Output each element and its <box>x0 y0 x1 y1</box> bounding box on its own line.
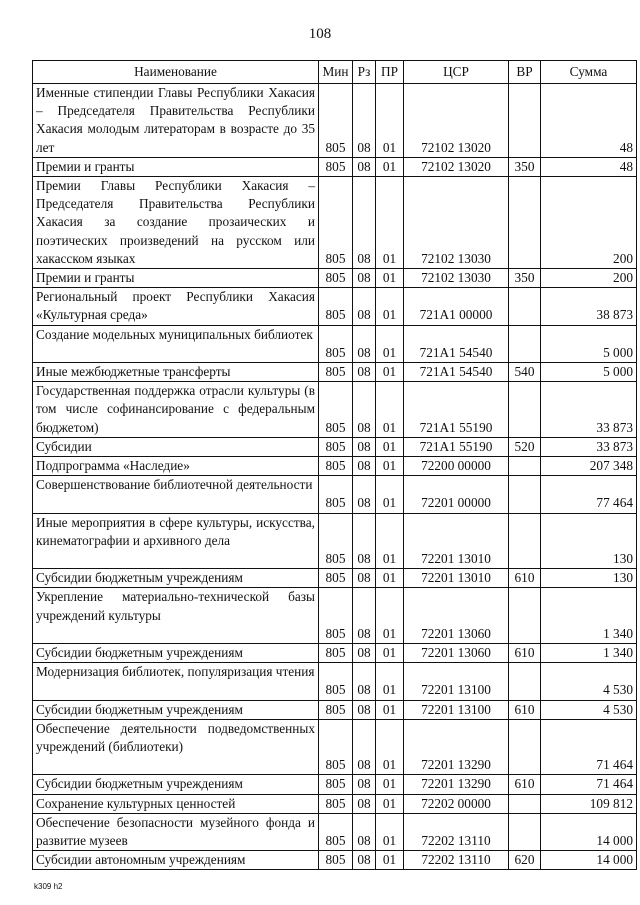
row-pr-cell: 01 <box>376 513 404 569</box>
row-pr-cell: 01 <box>376 177 404 269</box>
row-min-cell: 805 <box>319 457 353 476</box>
row-vr-cell <box>509 513 541 569</box>
row-name-cell: Обеспечение деятельности подведомственных учреждений (библиотеки) <box>33 719 319 775</box>
row-csr-cell: 721A1 55190 <box>404 437 509 456</box>
table-row <box>33 457 637 476</box>
row-pr-cell: 01 <box>376 157 404 176</box>
table-row <box>33 569 637 588</box>
table-row <box>33 851 637 870</box>
row-name-cell: Модернизация библиотек, популяризация чтения <box>33 663 319 700</box>
row-name-cell: Подпрограмма «Наследие» <box>33 457 319 476</box>
row-vr-cell <box>509 476 541 513</box>
row-min-cell: 805 <box>319 794 353 813</box>
row-pr-cell: 01 <box>376 569 404 588</box>
row-vr-cell <box>509 325 541 362</box>
row-vr-cell <box>509 177 541 269</box>
row-csr-cell: 72201 13100 <box>404 663 509 700</box>
row-rz-cell: 08 <box>353 157 376 176</box>
row-name-cell: Региональный проект Республики Хакасия «Культурная среда» <box>33 288 319 325</box>
row-vr-cell: 350 <box>509 269 541 288</box>
row-sum-cell: 38 873 <box>541 288 637 325</box>
table-row <box>33 84 637 158</box>
row-vr-cell <box>509 382 541 438</box>
row-min-cell: 805 <box>319 569 353 588</box>
row-rz-cell: 08 <box>353 363 376 382</box>
row-min-cell: 805 <box>319 269 353 288</box>
row-rz-cell: 08 <box>353 177 376 269</box>
row-sum-cell: 71 464 <box>541 719 637 775</box>
table-row <box>33 177 637 269</box>
row-sum-cell: 207 348 <box>541 457 637 476</box>
row-csr-cell: 72201 13060 <box>404 644 509 663</box>
row-sum-cell: 14 000 <box>541 851 637 870</box>
row-pr-cell: 01 <box>376 363 404 382</box>
row-sum-cell: 48 <box>541 157 637 176</box>
header-name: Наименование <box>33 61 319 84</box>
row-vr-cell: 350 <box>509 157 541 176</box>
row-name-cell: Субсидии бюджетным учреждениям <box>33 644 319 663</box>
row-name-cell: Субсидии автономным учреждениям <box>33 851 319 870</box>
row-vr-cell: 610 <box>509 775 541 794</box>
row-vr-cell <box>509 794 541 813</box>
row-name-cell: Иные мероприятия в сфере культуры, искусства, кинематографии и архивного дела <box>33 513 319 569</box>
row-pr-cell: 01 <box>376 663 404 700</box>
row-min-cell: 805 <box>319 813 353 850</box>
footer-code: k309 h2 <box>34 882 63 891</box>
row-name-cell: Совершенствование библиотечной деятельности <box>33 476 319 513</box>
row-csr-cell: 72201 00000 <box>404 476 509 513</box>
row-name-cell: Обеспечение безопасности музейного фонда и развитие музеев <box>33 813 319 850</box>
row-vr-cell <box>509 663 541 700</box>
row-name-cell: Иные межбюджетные трансферты <box>33 363 319 382</box>
row-pr-cell: 01 <box>376 700 404 719</box>
row-min-cell: 805 <box>319 476 353 513</box>
row-rz-cell: 08 <box>353 794 376 813</box>
row-csr-cell: 72200 00000 <box>404 457 509 476</box>
row-csr-cell: 72201 13290 <box>404 775 509 794</box>
row-sum-cell: 33 873 <box>541 382 637 438</box>
row-name-cell: Субсидии бюджетным учреждениям <box>33 700 319 719</box>
table-row <box>33 382 637 438</box>
row-name-cell: Субсидии <box>33 437 319 456</box>
row-vr-cell: 610 <box>509 644 541 663</box>
row-min-cell: 805 <box>319 437 353 456</box>
row-min-cell: 805 <box>319 177 353 269</box>
row-vr-cell <box>509 719 541 775</box>
row-pr-cell: 01 <box>376 813 404 850</box>
table-body <box>33 84 637 870</box>
row-sum-cell: 200 <box>541 177 637 269</box>
row-rz-cell: 08 <box>353 569 376 588</box>
table-row <box>33 663 637 700</box>
row-name-cell: Создание модельных муниципальных библиотек <box>33 325 319 362</box>
row-rz-cell: 08 <box>353 775 376 794</box>
row-name-cell: Сохранение культурных ценностей <box>33 794 319 813</box>
row-sum-cell: 130 <box>541 569 637 588</box>
row-min-cell: 805 <box>319 325 353 362</box>
row-sum-cell: 200 <box>541 269 637 288</box>
row-csr-cell: 721A1 54540 <box>404 325 509 362</box>
row-sum-cell: 4 530 <box>541 700 637 719</box>
row-csr-cell: 72102 13020 <box>404 84 509 158</box>
row-min-cell: 805 <box>319 157 353 176</box>
table-row <box>33 644 637 663</box>
row-name-cell: Субсидии бюджетным учреждениям <box>33 775 319 794</box>
row-pr-cell: 01 <box>376 437 404 456</box>
row-vr-cell <box>509 813 541 850</box>
row-sum-cell: 71 464 <box>541 775 637 794</box>
row-name-cell: Укрепление материально-технической базы учреждений культуры <box>33 588 319 644</box>
row-rz-cell: 08 <box>353 476 376 513</box>
header-min: Мин <box>319 61 353 84</box>
row-sum-cell: 109 812 <box>541 794 637 813</box>
table-row <box>33 719 637 775</box>
row-pr-cell: 01 <box>376 794 404 813</box>
table-row <box>33 288 637 325</box>
row-rz-cell: 08 <box>353 588 376 644</box>
row-min-cell: 805 <box>319 588 353 644</box>
row-csr-cell: 72102 13030 <box>404 269 509 288</box>
row-vr-cell: 610 <box>509 569 541 588</box>
row-min-cell: 805 <box>319 644 353 663</box>
row-csr-cell: 72201 13060 <box>404 588 509 644</box>
row-rz-cell: 08 <box>353 457 376 476</box>
row-rz-cell: 08 <box>353 644 376 663</box>
row-sum-cell: 48 <box>541 84 637 158</box>
header-csr: ЦСР <box>404 61 509 84</box>
row-vr-cell: 620 <box>509 851 541 870</box>
row-vr-cell <box>509 84 541 158</box>
row-pr-cell: 01 <box>376 269 404 288</box>
row-csr-cell: 721A1 55190 <box>404 382 509 438</box>
row-csr-cell: 72201 13290 <box>404 719 509 775</box>
row-pr-cell: 01 <box>376 457 404 476</box>
row-name-cell: Государственная поддержка отрасли культуры (в том числе софинансирование с федеральным бюджетом) <box>33 382 319 438</box>
row-rz-cell: 08 <box>353 813 376 850</box>
row-pr-cell: 01 <box>376 476 404 513</box>
row-min-cell: 805 <box>319 719 353 775</box>
table-row <box>33 269 637 288</box>
row-name-cell: Субсидии бюджетным учреждениям <box>33 569 319 588</box>
row-min-cell: 805 <box>319 84 353 158</box>
row-vr-cell <box>509 288 541 325</box>
table-row <box>33 588 637 644</box>
row-csr-cell: 721A1 00000 <box>404 288 509 325</box>
row-csr-cell: 72202 13110 <box>404 813 509 850</box>
row-pr-cell: 01 <box>376 588 404 644</box>
table-row <box>33 437 637 456</box>
row-csr-cell: 72102 13030 <box>404 177 509 269</box>
table-row <box>33 325 637 362</box>
row-vr-cell: 610 <box>509 700 541 719</box>
header-vr: ВР <box>509 61 541 84</box>
row-pr-cell: 01 <box>376 851 404 870</box>
row-min-cell: 805 <box>319 775 353 794</box>
table-row <box>33 363 637 382</box>
table-row <box>33 813 637 850</box>
header-pr: ПР <box>376 61 404 84</box>
row-sum-cell: 1 340 <box>541 588 637 644</box>
row-name-cell: Премии и гранты <box>33 157 319 176</box>
row-sum-cell: 14 000 <box>541 813 637 850</box>
row-min-cell: 805 <box>319 288 353 325</box>
row-sum-cell: 77 464 <box>541 476 637 513</box>
table-header-row <box>33 61 637 84</box>
row-csr-cell: 72201 13100 <box>404 700 509 719</box>
row-pr-cell: 01 <box>376 644 404 663</box>
row-vr-cell: 520 <box>509 437 541 456</box>
row-rz-cell: 08 <box>353 700 376 719</box>
row-sum-cell: 5 000 <box>541 325 637 362</box>
row-csr-cell: 72202 00000 <box>404 794 509 813</box>
row-min-cell: 805 <box>319 700 353 719</box>
row-min-cell: 805 <box>319 382 353 438</box>
row-rz-cell: 08 <box>353 269 376 288</box>
page-number: 108 <box>308 26 332 42</box>
row-vr-cell <box>509 588 541 644</box>
row-csr-cell: 72202 13110 <box>404 851 509 870</box>
table-row <box>33 700 637 719</box>
row-min-cell: 805 <box>319 363 353 382</box>
table-row <box>33 476 637 513</box>
row-rz-cell: 08 <box>353 437 376 456</box>
row-csr-cell: 721A1 54540 <box>404 363 509 382</box>
row-rz-cell: 08 <box>353 325 376 362</box>
row-rz-cell: 08 <box>353 288 376 325</box>
row-name-cell: Премии и гранты <box>33 269 319 288</box>
row-min-cell: 805 <box>319 663 353 700</box>
row-rz-cell: 08 <box>353 663 376 700</box>
row-rz-cell: 08 <box>353 851 376 870</box>
header-sum: Сумма <box>541 61 637 84</box>
row-sum-cell: 33 873 <box>541 437 637 456</box>
header-rz: Рз <box>353 61 376 84</box>
row-min-cell: 805 <box>319 851 353 870</box>
row-pr-cell: 01 <box>376 775 404 794</box>
row-csr-cell: 72201 13010 <box>404 569 509 588</box>
row-sum-cell: 1 340 <box>541 644 637 663</box>
row-rz-cell: 08 <box>353 382 376 438</box>
row-pr-cell: 01 <box>376 84 404 158</box>
row-pr-cell: 01 <box>376 719 404 775</box>
row-name-cell: Именные стипендии Главы Республики Хакасия – Председателя Правительства Республики Хакасия молодым литераторам в возрасте до 35 лет <box>33 84 319 158</box>
table-row <box>33 794 637 813</box>
row-rz-cell: 08 <box>353 719 376 775</box>
table-row <box>33 157 637 176</box>
row-pr-cell: 01 <box>376 382 404 438</box>
row-rz-cell: 08 <box>353 513 376 569</box>
row-vr-cell <box>509 457 541 476</box>
row-name-cell: Премии Главы Республики Хакасия – Председателя Правительства Республики Хакасия за создание прозаических и поэтических произведений на русском или хакасском языках <box>33 177 319 269</box>
row-min-cell: 805 <box>319 513 353 569</box>
row-rz-cell: 08 <box>353 84 376 158</box>
row-pr-cell: 01 <box>376 288 404 325</box>
table-row <box>33 775 637 794</box>
row-sum-cell: 5 000 <box>541 363 637 382</box>
row-sum-cell: 130 <box>541 513 637 569</box>
row-pr-cell: 01 <box>376 325 404 362</box>
budget-table <box>32 60 637 870</box>
row-csr-cell: 72102 13020 <box>404 157 509 176</box>
row-csr-cell: 72201 13010 <box>404 513 509 569</box>
table-row <box>33 513 637 569</box>
row-vr-cell: 540 <box>509 363 541 382</box>
row-sum-cell: 4 530 <box>541 663 637 700</box>
